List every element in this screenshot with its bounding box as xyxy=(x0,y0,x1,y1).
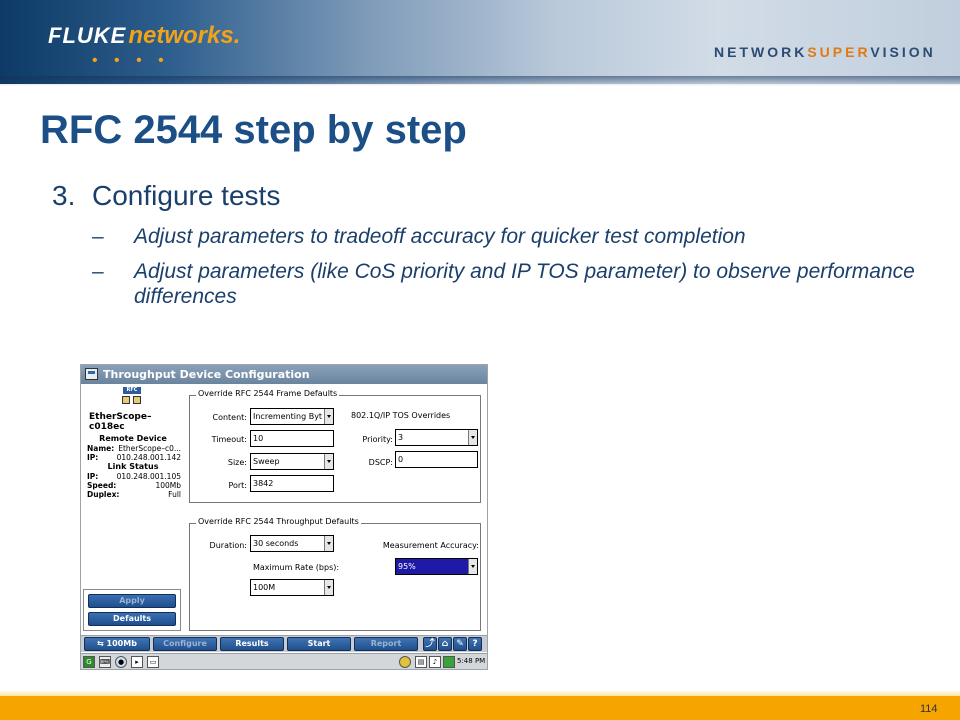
point-number: 3. xyxy=(52,180,76,211)
remote-name-key: Name: xyxy=(87,444,115,453)
page-number: 114 xyxy=(920,703,938,715)
logo-dots: • • • • xyxy=(92,52,170,69)
status-light-icon xyxy=(399,656,411,668)
logo-sub: networks. xyxy=(128,22,241,49)
slide-title: RFC 2544 step by step xyxy=(40,108,467,152)
device-info-pane xyxy=(83,386,183,586)
accuracy-label: Measurement Accuracy: xyxy=(382,541,479,550)
tagline-part3: VISION xyxy=(870,44,936,60)
duration-select[interactable] xyxy=(250,535,334,552)
tos-overrides-heading: 802.1Q/IP TOS Overrides xyxy=(351,411,451,420)
bullet-dash: – xyxy=(92,260,104,283)
fluke-networks-logo xyxy=(48,22,241,69)
link-duplex-key: Duplex: xyxy=(87,490,120,499)
remote-name-value: EtherScope–c0... xyxy=(118,444,181,453)
remote-device-heading: Remote Device xyxy=(99,434,167,443)
nav-bar xyxy=(81,635,487,652)
window-title: Throughput Device Configuration xyxy=(103,368,310,381)
link-status-heading: Link Status xyxy=(107,462,159,471)
bullet-dash: – xyxy=(92,225,104,248)
dropdown-arrow-icon[interactable] xyxy=(324,409,333,424)
footer-bar xyxy=(0,696,960,720)
accuracy-select[interactable] xyxy=(395,558,478,575)
link-ip-key: IP: xyxy=(87,472,99,481)
point-configure-tests xyxy=(52,180,280,212)
header-shadow xyxy=(0,76,960,86)
window-titlebar xyxy=(81,365,487,384)
tagline-part1: NETWORK xyxy=(714,44,808,60)
tools-icon[interactable]: ✎ xyxy=(453,637,467,651)
dscp-label: DSCP: xyxy=(368,458,393,467)
bullet-text: Adjust parameters (like CoS priority and IP TOS parameter) to observe performance differences xyxy=(134,260,915,308)
tagline-part2: SUPER xyxy=(807,44,871,60)
configure-button[interactable]: Configure xyxy=(153,637,217,651)
device-name: EtherScope–c018ec xyxy=(89,412,152,432)
clipboard-icon[interactable]: ▤ xyxy=(415,656,427,668)
max-rate-value: 100M xyxy=(253,583,276,592)
window-list-icon[interactable]: ▭ xyxy=(147,656,159,668)
tagline xyxy=(714,44,936,60)
size-select[interactable] xyxy=(250,453,334,470)
back-icon[interactable]: ⤴ xyxy=(423,637,437,651)
swap-arrows-icon: ⇆ xyxy=(97,639,107,648)
max-rate-label: Maximum Rate (bps): xyxy=(252,563,340,572)
size-value: Sweep xyxy=(253,457,280,466)
timeout-label: Timeout: xyxy=(211,435,247,444)
content-select[interactable] xyxy=(250,408,334,425)
remote-ip-key: IP: xyxy=(87,453,99,462)
throughput-defaults-legend: Override RFC 2544 Throughput Defaults xyxy=(198,517,359,526)
defaults-button[interactable]: Defaults xyxy=(88,612,176,626)
report-button[interactable]: Report xyxy=(354,637,418,651)
start-menu-icon[interactable]: G xyxy=(83,656,95,668)
globe-icon[interactable]: ● xyxy=(115,656,127,668)
priority-value: 3 xyxy=(398,433,404,442)
left-button-panel xyxy=(83,589,181,631)
apply-button[interactable]: Apply xyxy=(88,594,176,608)
device-box-icon xyxy=(133,396,141,404)
link-speed-button[interactable] xyxy=(84,637,150,651)
help-button[interactable]: ? xyxy=(468,637,482,651)
size-label: Size: xyxy=(227,458,247,467)
taskbar xyxy=(81,653,487,669)
content-value: Incrementing Byt xyxy=(253,412,323,421)
link-ip-value: 010.248.001.105 xyxy=(116,472,181,481)
remote-ip-value: 010.248.001.142 xyxy=(116,453,181,462)
speaker-icon[interactable]: ♪ xyxy=(429,656,441,668)
rfc-device-icon xyxy=(121,387,143,407)
link-duplex-value: Full xyxy=(168,490,181,499)
duration-value: 30 seconds xyxy=(253,539,299,548)
timeout-input[interactable]: 10 xyxy=(250,430,334,447)
window-icon xyxy=(85,368,98,380)
point-text: Configure tests xyxy=(92,180,281,211)
device-screenshot xyxy=(80,364,488,670)
dropdown-arrow-icon[interactable] xyxy=(468,559,477,574)
logo-brand: FLUKE xyxy=(48,23,127,48)
clock: 5:48 PM xyxy=(457,657,486,665)
dropdown-arrow-icon[interactable] xyxy=(468,430,477,445)
link-speed-key: Speed: xyxy=(87,481,117,490)
content-label: Content: xyxy=(212,413,247,422)
keyboard-icon[interactable]: ⌨ xyxy=(100,658,111,666)
link-speed-value: 100Mb xyxy=(155,481,181,490)
duration-label: Duration: xyxy=(209,541,247,550)
battery-icon xyxy=(443,656,455,668)
priority-label: Priority: xyxy=(362,435,393,444)
dropdown-arrow-icon[interactable] xyxy=(324,536,333,551)
start-button[interactable]: Start xyxy=(287,637,351,651)
dropdown-arrow-icon[interactable] xyxy=(324,454,333,469)
link-speed-label: 100Mb xyxy=(106,639,137,648)
slide-header xyxy=(0,0,960,84)
rfc-tag: RFC xyxy=(123,387,141,394)
dropdown-arrow-icon[interactable] xyxy=(324,580,333,595)
device-box-icon xyxy=(122,396,130,404)
frame-defaults-legend: Override RFC 2544 Frame Defaults xyxy=(198,389,338,398)
throughput-defaults-group xyxy=(189,517,481,631)
results-button[interactable]: Results xyxy=(220,637,284,651)
accuracy-value: 95% xyxy=(398,562,416,571)
priority-select[interactable] xyxy=(395,429,478,446)
port-label: Port: xyxy=(228,481,247,490)
home-icon[interactable]: ⌂ xyxy=(438,637,452,651)
dscp-input[interactable]: 0 xyxy=(395,451,478,468)
bullet-text: Adjust parameters to tradeoff accuracy for quicker test completion xyxy=(134,225,746,248)
port-input[interactable]: 3842 xyxy=(250,475,334,492)
max-rate-select[interactable] xyxy=(250,579,334,596)
terminal-icon[interactable]: ▸ xyxy=(131,656,143,668)
